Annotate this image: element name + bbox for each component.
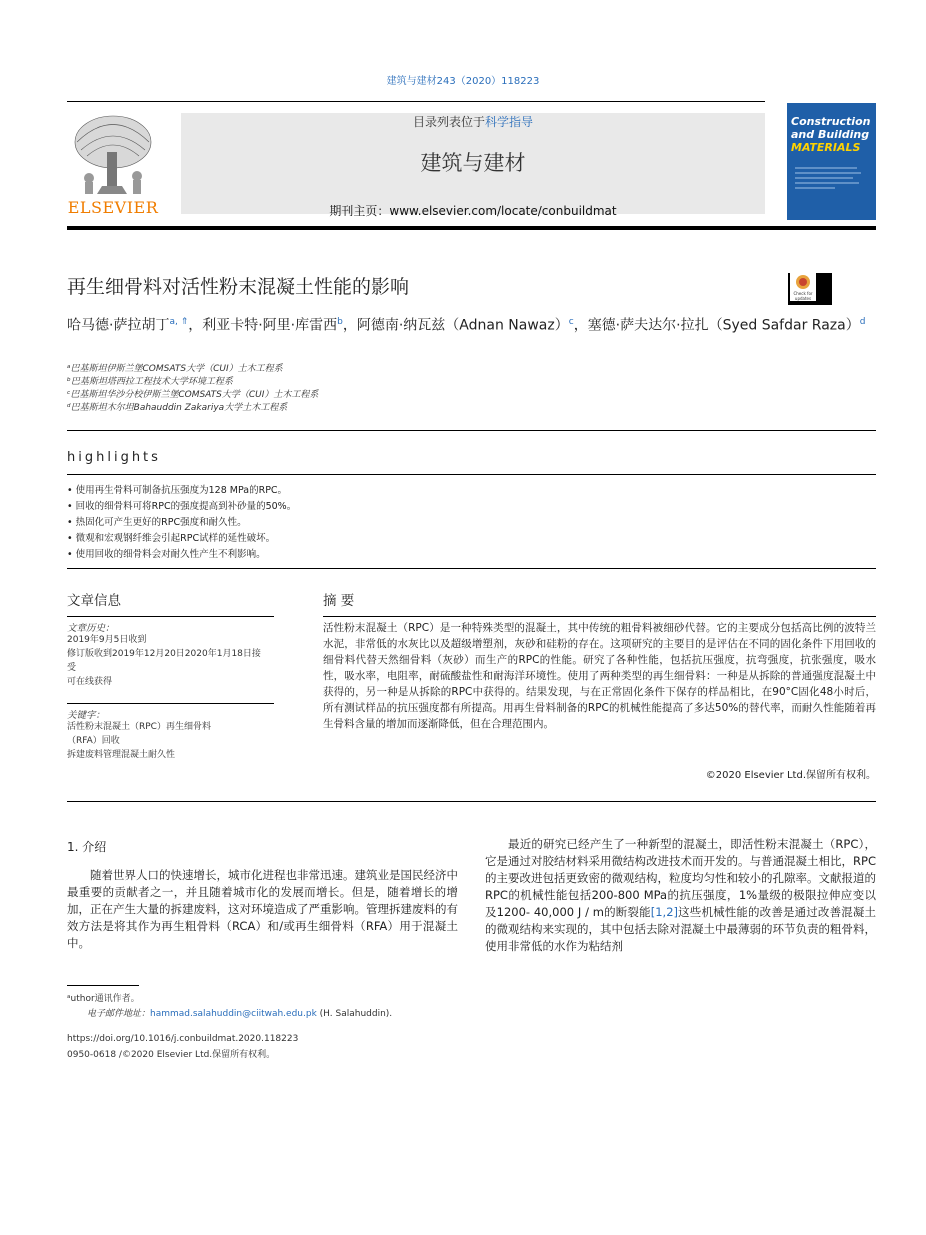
email-link[interactable]: hammad.salahuddin@ciitwah.edu.pk bbox=[150, 1009, 317, 1019]
check-updates-label: Check for updates bbox=[793, 291, 813, 301]
author-4-sup[interactable]: d bbox=[859, 317, 866, 327]
highlight-item: • 微观和宏观钢纤维会引起RPC试样的延性破坏。 bbox=[67, 533, 276, 544]
highlight-item: • 使用再生骨料可制备抗压强度为128 MPa的RPC。 bbox=[67, 485, 288, 496]
highlight-item: • 热固化可产生更好的RPC强度和耐久性。 bbox=[67, 517, 247, 528]
journal-homepage bbox=[181, 202, 765, 219]
abstract-heading: 摘 要 bbox=[323, 593, 355, 609]
keyword-line: 活性粉末混凝土（RPC）再生细骨料 bbox=[67, 722, 211, 732]
elsevier-wordmark: ELSEVIER bbox=[67, 198, 159, 217]
history-label: 文章历史： bbox=[67, 623, 115, 634]
article-info-heading: 文章信息 bbox=[67, 593, 121, 609]
highlight-item: • 使用回收的细骨料会对耐久性产生不利影响。 bbox=[67, 549, 266, 560]
abstract-bottom-rule bbox=[67, 801, 876, 802]
header-top-rule bbox=[67, 101, 765, 102]
email-label: 电子邮件地址： bbox=[87, 1009, 151, 1019]
history-online: 可在线获得 bbox=[67, 677, 113, 687]
cover-title bbox=[791, 115, 873, 154]
homepage-url[interactable]: www.elsevier.com/locate/conbuildmat bbox=[389, 204, 617, 218]
intro-right-part-a: 最近的研究已经产生了一种新型的混凝土，即活性粉末混凝土（RPC），它是通过对胶结材料采用微结构改进技术而开发的。与普通混凝土相比，RPC的主要改进包括更致密的微观结构，粒度均匀性和较小的孔隙率。文献报道的RPC的机械性能包括200-800 MPa的抗压强度，1%量级的极限拉伸应变以及1200- 40,000 J / m的断裂能 bbox=[485, 837, 876, 919]
corresponding-author-note: ᵃuthor通讯作者。 bbox=[67, 994, 140, 1004]
abstract-text: 活性粉末混凝土（RPC）是一种特殊类型的混凝土，其中传统的粗骨料被细砂代替。它的主要成分包括高比例的波特兰水泥，非常低的水灰比以及超级增塑剂，灰砂和硅粉的存在。这项研究的主要目的是评估在不同的固化条件下用回收的细骨料代替天然细骨料（灰砂）而生产的RPC的性能。研究了各种性能，包括抗压强度，抗弯强度，抗张强度，吸水性，吸水率，电阻率，耐硫酸盐性和耐海洋环境性。使用了两种类型的再生细骨料：一种是从拆除的普通强度混凝土中获得的，另一种是从拆除的RPC中获得的。结果发现，与在正常固化条件下保存的样品相比，在90°C固化48小时后，所有测试样品的抗压强度都有所提高。用再生骨料制备的RPC的机械性能提高了多达50%的替代率，而耐久性能随着再生骨料含量的增加而逐渐降低，但在合理范围内。 bbox=[323, 622, 876, 730]
affiliation-a: ᵃ巴基斯坦伊斯兰堡COMSATS大学（CUI）土木工程系 bbox=[67, 364, 283, 374]
cover-line3: MATERIALS bbox=[791, 141, 861, 154]
highlights-heading: highlights bbox=[67, 450, 161, 465]
author-list bbox=[67, 312, 879, 337]
keywords-label: 关键字： bbox=[67, 710, 106, 721]
history-accepted: 受 bbox=[67, 663, 77, 673]
author-1-sup[interactable]: a, ⇑ bbox=[169, 317, 189, 327]
history-received: 2019年9月5日收到 bbox=[67, 635, 147, 645]
author-2-sup[interactable]: b bbox=[337, 317, 343, 327]
abstract-copyright: ©2020 Elsevier Ltd.保留所有权利。 bbox=[705, 770, 876, 781]
running-header[interactable]: 建筑与建材243（2020）118223 bbox=[386, 76, 540, 87]
affiliation-b: ᵇ巴基斯坦塔西拉工程技术大学环境工程系 bbox=[67, 377, 233, 387]
author-1[interactable]: 哈马德·萨拉胡丁 bbox=[67, 317, 170, 334]
issn-line: 0950-0618 /©2020 Elsevier Ltd.保留所有权利。 bbox=[67, 1050, 276, 1060]
footnote-rule bbox=[67, 985, 139, 986]
keywords-rule bbox=[67, 703, 274, 704]
citation-link[interactable]: [1,2] bbox=[650, 905, 678, 919]
author-3[interactable]: 阿德南·纳瓦兹（Adnan Nawaz） bbox=[356, 317, 569, 334]
affiliation-d: ᵈ巴基斯坦木尔坦Bahauddin Zakariya大学土木工程系 bbox=[67, 403, 288, 413]
homepage-prefix: 期刊主页： bbox=[329, 204, 390, 218]
contents-prefix: 目录列表位于 bbox=[412, 115, 485, 129]
affiliation-c: ᶜ巴基斯坦华沙分校伊斯兰堡COMSATS大学（CUI）土木工程系 bbox=[67, 390, 319, 400]
science-direct-link[interactable]: 科学指导 bbox=[485, 115, 534, 129]
intro-paragraph-left: 随着世界人口的快速增长，城市化进程也非常迅速。建筑业是国民经济中最重要的贡献者之一，并且随着城市化的发展而增长。但是，随着增长的增加，正在产生大量的拆建废料，这对环境造成了严重影响。管理拆建废料的有效方法是将其作为再生粗骨料（RCA）和/或再生细骨料（RFA）用于混凝土中。 bbox=[67, 868, 458, 950]
author-sep: ， bbox=[188, 317, 203, 334]
article-info-rule bbox=[67, 616, 274, 617]
highlights-bottom-rule bbox=[67, 568, 876, 569]
author-4[interactable]: 塞德·萨夫达尔·拉扎（Syed Safdar Raza） bbox=[587, 317, 860, 334]
author-3-sup[interactable]: c bbox=[568, 317, 574, 327]
paper-title: 再生细骨料对活性粉末混凝土性能的影响 bbox=[67, 276, 410, 298]
keyword-line: 拆建废料管理混凝土耐久性 bbox=[67, 750, 176, 760]
highlights-mid-rule bbox=[67, 474, 876, 475]
highlights-top-rule bbox=[67, 430, 876, 431]
intro-paragraph-right bbox=[485, 836, 876, 955]
contents-line bbox=[181, 113, 765, 130]
author-sep: ， bbox=[573, 317, 588, 334]
doi-link[interactable]: https://doi.org/10.1016/j.conbuildmat.2020.118223 bbox=[67, 1034, 299, 1044]
author-2[interactable]: 利亚卡特·阿里·库雷西 bbox=[202, 317, 338, 334]
cover-line1: Construction bbox=[791, 115, 871, 128]
author-sep: ， bbox=[342, 317, 357, 334]
history-revised: 修订版收到2019年12月20日2020年1月18日接 bbox=[67, 649, 261, 659]
section-heading-introduction: 1. 介绍 bbox=[67, 840, 107, 854]
cover-text-lines bbox=[795, 165, 865, 195]
highlight-item: • 回收的细骨料可将RPC的强度提高到补砂量的50%。 bbox=[67, 501, 297, 512]
journal-title: 建筑与建材 bbox=[420, 151, 526, 175]
intro-right-part-b: 这些机械性能的改善是通过改善混凝土的微观结构来实现的，其中包括去除对混凝土中最薄弱的环节负责的粗骨料，使用非常低的水作为粘结剂 bbox=[485, 905, 877, 953]
header-thick-rule bbox=[67, 226, 876, 230]
keyword-line: （RFA）回收 bbox=[67, 736, 120, 746]
cover-line2: and Building bbox=[791, 128, 870, 141]
email-note bbox=[87, 1006, 392, 1019]
abstract-rule bbox=[323, 616, 876, 617]
elsevier-tree-logo bbox=[67, 112, 159, 198]
email-name: (H. Salahuddin). bbox=[319, 1009, 393, 1019]
